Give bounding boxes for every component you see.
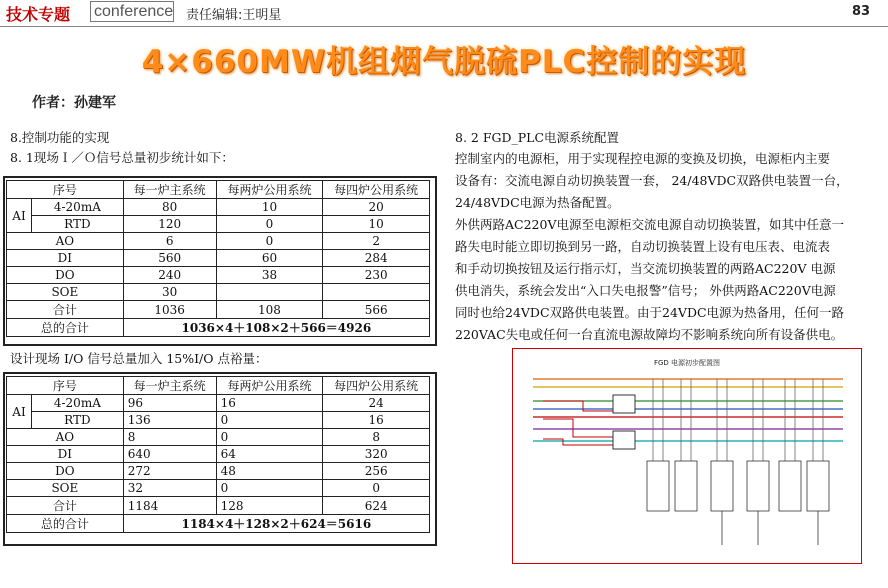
table-cell: RTD	[32, 412, 124, 429]
author-line: 作者：孙建军	[32, 95, 116, 111]
table-cell: 640	[123, 446, 216, 463]
table-row	[7, 216, 430, 233]
table-header-cell: 每四炉公用系统	[323, 377, 430, 395]
total-label: 总的合计	[7, 319, 124, 337]
table-cell: 8	[123, 429, 216, 446]
table-cell: 230	[323, 267, 430, 284]
table-cell: 108	[216, 301, 323, 319]
ac-switch-box-1	[613, 395, 635, 413]
diagram-terminals	[722, 511, 818, 545]
table-total-row	[7, 319, 430, 337]
table-cell: 256	[323, 463, 430, 480]
table-cell: AO	[7, 233, 124, 250]
total-value: 1184×4＋128×2＋624＝5616	[123, 515, 429, 533]
power-config-paragraph	[455, 148, 885, 346]
table-cell: 60	[216, 250, 323, 267]
table-row	[7, 250, 430, 267]
diagram-bus-lines	[533, 379, 843, 441]
table-cell: 32	[123, 480, 216, 497]
table-cell: 10	[323, 216, 430, 233]
table-cell: DO	[7, 267, 124, 284]
table-row	[7, 446, 430, 463]
table-cell: 24	[323, 395, 430, 412]
table-cell: 48	[216, 463, 323, 480]
total-label: 总的合计	[7, 515, 124, 533]
table-cell: 16	[323, 412, 430, 429]
total-value: 1036×4＋108×2＋566＝4926	[123, 319, 429, 337]
table-cell	[216, 284, 323, 301]
diagram-feed-lines	[543, 401, 613, 445]
section-heading-8-2: 8. 2 FGD_PLC电源系统配置	[455, 130, 620, 145]
table-total-row	[7, 515, 430, 533]
table-cell: 8	[323, 429, 430, 446]
table-cell: SOE	[7, 284, 124, 301]
io-table-with-margin	[6, 376, 430, 533]
table-cell	[323, 284, 430, 301]
header-divider	[0, 26, 888, 27]
table-cell: 1036	[123, 301, 216, 319]
paragraph-line: 设备有：交流电源自动切换装置一套， 24/48VDC双路供电装置一台，	[455, 173, 849, 188]
table-row	[7, 233, 430, 250]
diagram-title: FGD 电源初步配置图	[653, 359, 721, 367]
table-cell: 0	[323, 480, 430, 497]
table-cell: 合计	[7, 301, 124, 319]
table-header-cell: 每一炉主系统	[123, 377, 216, 395]
table-cell: 0	[216, 216, 323, 233]
table-cell: DI	[7, 446, 124, 463]
table-row	[7, 284, 430, 301]
table-header-row	[7, 377, 430, 395]
table-cell: 272	[123, 463, 216, 480]
table-header-cell: 每两炉公用系统	[216, 377, 323, 395]
paragraph-line: 控制室内的电源柜，用于实现程控电源的变换及切换，电源柜内主要	[455, 151, 831, 166]
table-cell: 0	[216, 233, 323, 250]
table-cell: 136	[123, 412, 216, 429]
table-cell: DO	[7, 463, 124, 480]
ai-group-label: AI	[7, 395, 32, 429]
table-row	[7, 301, 430, 319]
table-header-cell: 序号	[7, 181, 124, 199]
table-row	[7, 412, 430, 429]
table-cell: 64	[216, 446, 323, 463]
table-row	[7, 395, 430, 412]
ai-group-label: AI	[7, 199, 32, 233]
table-row	[7, 429, 430, 446]
paragraph-line: 外供两路AC220V电源至电源柜交流电源自动切换装置，如其中任意一	[455, 217, 844, 232]
table-cell: 4-20mA	[32, 199, 124, 216]
table-cell: 16	[216, 395, 323, 412]
section-subheading-8-1: 8. 1现场Ｉ／Ｏ信号总量初步统计如下：	[10, 150, 234, 165]
power-diagram-drawing	[513, 349, 861, 563]
editor-credit: 责任编辑:王明星	[186, 8, 282, 23]
paragraph-line: 路失电时能立即切换到另一路，自动切换装置上设有电压表、电流表	[455, 239, 831, 254]
table-cell: 0	[216, 480, 323, 497]
table-row	[7, 497, 430, 515]
table-row	[7, 463, 430, 480]
table-row	[7, 480, 430, 497]
table-cell: 96	[123, 395, 216, 412]
table-cell: SOE	[7, 480, 124, 497]
table-cell: DI	[7, 250, 124, 267]
section-tag: 技术专题	[6, 5, 71, 24]
io-table-initial	[6, 180, 430, 337]
table-cell: 624	[323, 497, 430, 515]
diagram-drops	[653, 379, 823, 461]
table-cell: 4-20mA	[32, 395, 124, 412]
table-cell: 0	[216, 429, 323, 446]
page-number: 83	[852, 4, 871, 19]
power-diagram-figure	[512, 348, 862, 564]
margin-note: 设计现场 I/O 信号总量加入 15%I/O 点裕量：	[10, 351, 268, 366]
table-header-cell: 序号	[7, 377, 124, 395]
diagram-cabinets	[647, 461, 829, 511]
table-cell: 284	[323, 250, 430, 267]
table-cell: 30	[123, 284, 216, 301]
table-row	[7, 267, 430, 284]
table-cell: 240	[123, 267, 216, 284]
paragraph-line: 供电消失，系统会发出“入口失电报警”信号； 外供两路AC220V电源	[455, 283, 836, 298]
paragraph-line: 220VAC失电或任何一台直流电源故障均不影响系统向所有设备供电。	[455, 327, 844, 342]
table-cell: 20	[323, 199, 430, 216]
table-header-cell: 每四炉公用系统	[323, 181, 430, 199]
table-cell: 1184	[123, 497, 216, 515]
table-cell: 6	[123, 233, 216, 250]
article-title: 4×660MW机组烟气脱硫PLC控制的实现	[141, 44, 747, 80]
paragraph-line: 同时也给24VDC双路供电装置。由于24VDC电源为热备用，任何一路	[455, 305, 845, 320]
table-cell: 合计	[7, 497, 124, 515]
table-cell: 38	[216, 267, 323, 284]
table-cell: AO	[7, 429, 124, 446]
table-cell: 2	[323, 233, 430, 250]
section-heading-8: 8.控制功能的实现	[10, 130, 110, 145]
table-header-cell: 每一炉主系统	[123, 181, 216, 199]
table-cell: 566	[323, 301, 430, 319]
table-row	[7, 199, 430, 216]
table-cell: 0	[216, 412, 323, 429]
table-cell: 560	[123, 250, 216, 267]
table-cell: 80	[123, 199, 216, 216]
table-cell: 320	[323, 446, 430, 463]
table-header-row	[7, 181, 430, 199]
table-header-cell: 每两炉公用系统	[216, 181, 323, 199]
conference-label: conference	[90, 1, 174, 22]
table-cell: 120	[123, 216, 216, 233]
table-cell: RTD	[32, 216, 124, 233]
page-header	[0, 0, 888, 26]
ac-switch-box-2	[613, 431, 635, 449]
paragraph-line: 24/48VDC电源为热备配置。	[455, 195, 620, 210]
table-cell: 128	[216, 497, 323, 515]
paragraph-line: 和手动切换按钮及运行指示灯，当交流切换装置的两路AC220V 电源	[455, 261, 836, 276]
table-cell: 10	[216, 199, 323, 216]
